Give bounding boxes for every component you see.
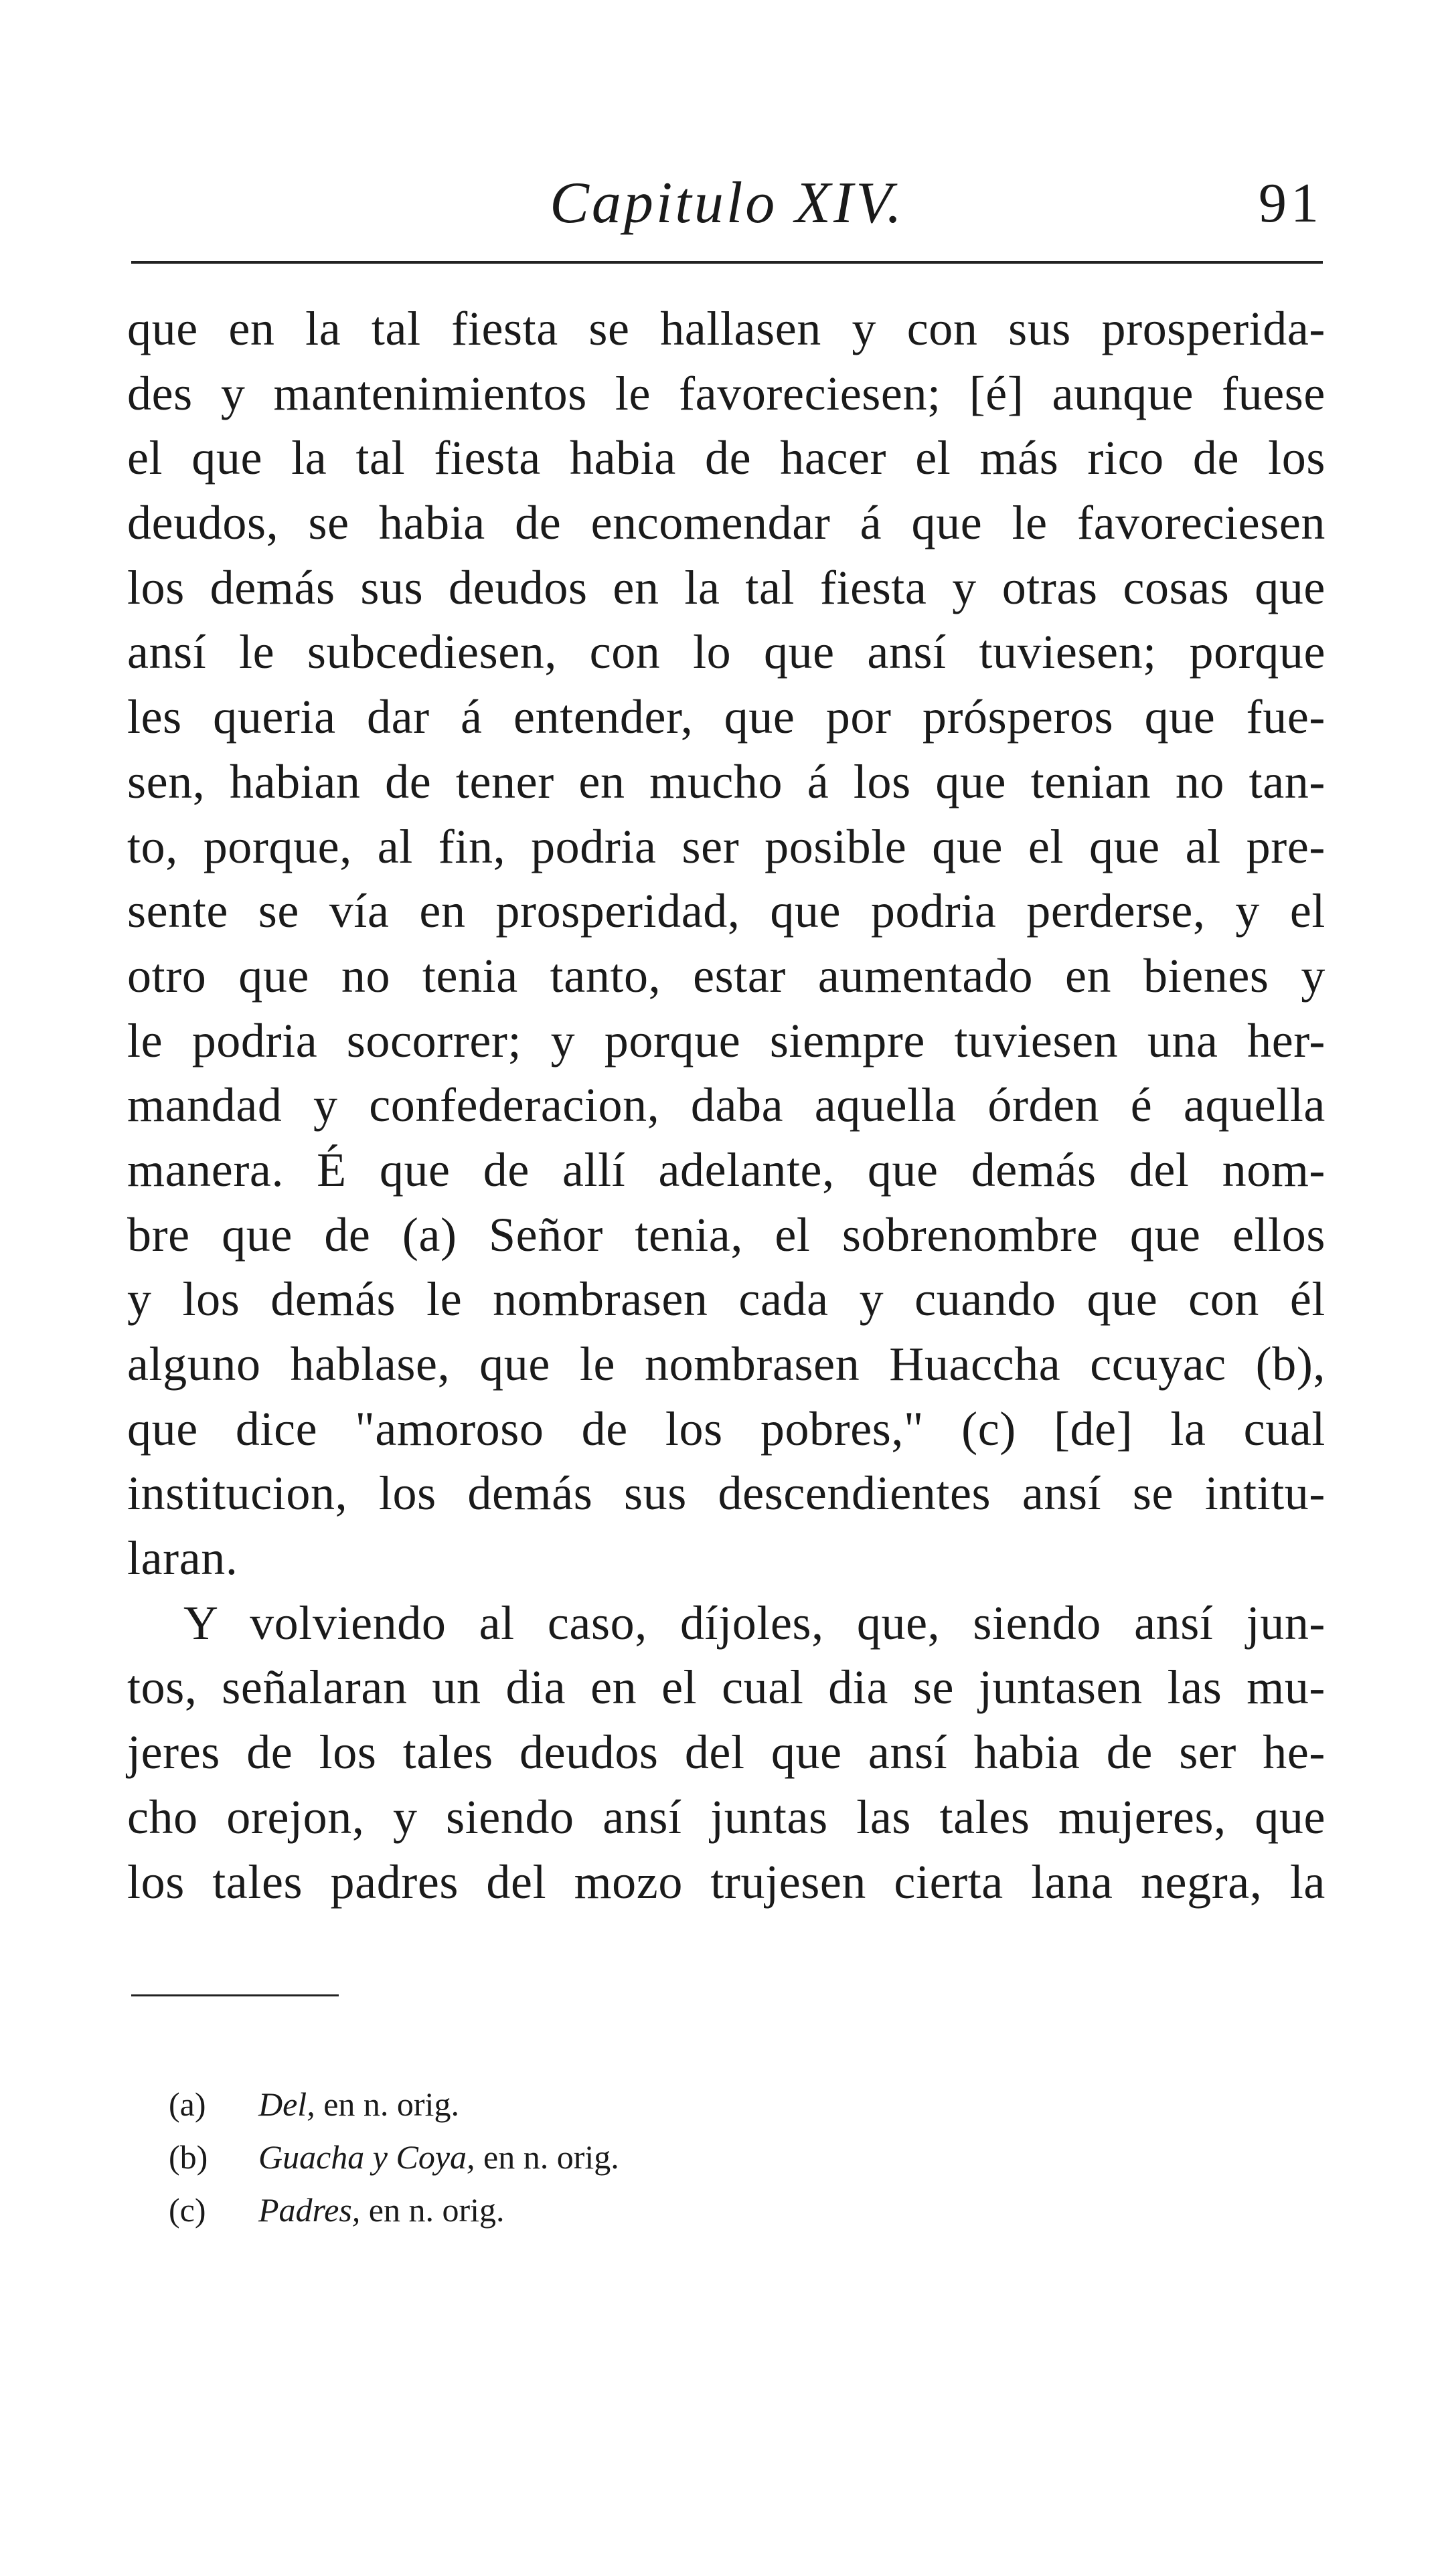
- text-line: manera. É que de allí adelante, que demás del nom-: [127, 1142, 1326, 1197]
- text-line: bre que de (a) Señor tenia, el sobrenombre que ellos: [127, 1207, 1326, 1262]
- text-line: to, porque, al fin, podria ser posible que el que al pre-: [127, 819, 1326, 873]
- running-title: Capitulo XIV.: [550, 171, 904, 236]
- text-line: laran.: [127, 1531, 238, 1585]
- text-line: institucion, los demás sus descendientes ansí se intitu-: [127, 1466, 1326, 1521]
- text-line: los tales padres del mozo trujesen cierta lana negra, la: [127, 1855, 1326, 1909]
- text-line: los demás sus deudos en la tal fiesta y otras cosas que: [127, 560, 1326, 614]
- footnotes: [169, 2078, 619, 2237]
- text-line: des y mantenimientos le favoreciesen; [é] aunque fuese: [127, 366, 1326, 420]
- footnote-text: en n. orig.: [475, 2138, 619, 2176]
- footnote-rule: [131, 1994, 339, 1996]
- text-line: mandad y confederacion, daba aquella órden é aquella: [127, 1078, 1326, 1132]
- footnote-mark: (b): [169, 2138, 208, 2176]
- header-rule: [131, 261, 1323, 264]
- text-line: alguno hablase, que le nombrasen Huaccha ccuyac (b),: [127, 1337, 1326, 1391]
- text-line: que en la tal fiesta se hallasen y con sus prosperida-: [127, 302, 1326, 355]
- body-text: [127, 296, 1326, 1914]
- text-line: deudos, se habia de encomendar á que le favoreciesen: [127, 496, 1326, 550]
- footnote: [169, 2184, 619, 2237]
- text-line: ansí le subcediesen, con lo que ansí tuviesen; porque: [127, 625, 1326, 679]
- footnote-original: Guacha y Coya,: [258, 2138, 475, 2176]
- text-line: que dice "amoroso de los pobres," (c) [de] la cual: [127, 1401, 1326, 1456]
- text-line: sente se vía en prosperidad, que podria perderse, y el: [127, 884, 1326, 938]
- text-line: jeres de los tales deudos del que ansí habia de ser he-: [127, 1725, 1326, 1780]
- page-number: 91: [1259, 172, 1323, 234]
- text-line: le podria socorrer; y porque siempre tuviesen una her-: [127, 1013, 1326, 1067]
- footnote-mark: (c): [169, 2191, 206, 2229]
- footnote-text: en n. orig.: [315, 2085, 459, 2123]
- footnote-original: Padres,: [258, 2191, 361, 2229]
- footnote-mark: (a): [169, 2085, 206, 2123]
- text-line: Y volviendo al caso, díjoles, que, siendo ansí jun-: [183, 1596, 1326, 1650]
- footnote: [169, 2078, 619, 2131]
- running-head: [131, 163, 1323, 244]
- text-line: les queria dar á entender, que por prósperos que fue-: [127, 690, 1326, 744]
- text-line: tos, señalaran un dia en el cual dia se juntasen las mu-: [127, 1660, 1326, 1715]
- text-line: cho orejon, y siendo ansí juntas las tales mujeres, que: [127, 1790, 1326, 1844]
- text-line: el que la tal fiesta habia de hacer el más rico de los: [127, 431, 1326, 485]
- footnote: [169, 2131, 619, 2184]
- text-line: otro que no tenia tanto, estar aumentado en bienes y: [127, 948, 1326, 1003]
- footnote-text: en n. orig.: [360, 2191, 505, 2229]
- footnote-original: Del,: [258, 2085, 315, 2123]
- text-line: sen, habian de tener en mucho á los que tenian no tan-: [127, 754, 1326, 808]
- text-line: y los demás le nombrasen cada y cuando que con él: [127, 1272, 1326, 1326]
